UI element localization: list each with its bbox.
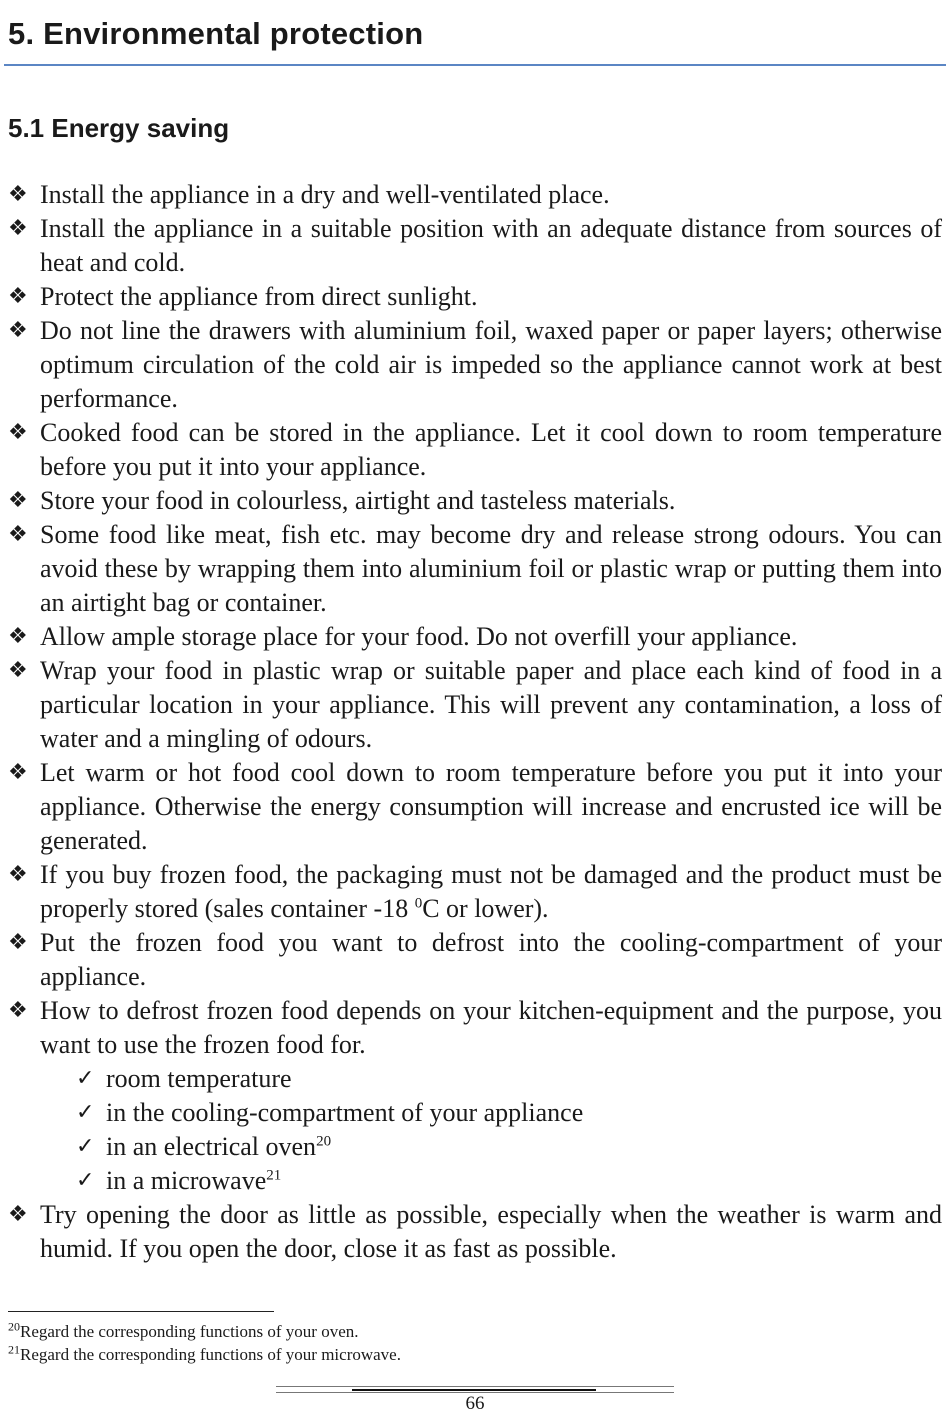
check-list-item: [0, 1062, 942, 1096]
list-item-text: Install the appliance in a dry and well-ventilated place.: [40, 180, 610, 209]
check-list-item: [0, 1096, 942, 1130]
list-item-text: Allow ample storage place for your food. Do not overfill your appliance.: [40, 622, 798, 651]
diamond-bullet-icon: ❖: [8, 488, 28, 513]
list-item-text: Protect the appliance from direct sunlight.: [40, 282, 478, 311]
list-item: [0, 994, 942, 1062]
footnote-ref[interactable]: 21: [266, 1167, 282, 1184]
list-item: [0, 484, 942, 518]
diamond-bullet-icon: ❖: [8, 318, 28, 343]
diamond-bullet-icon: ❖: [8, 182, 28, 207]
list-item: [0, 280, 942, 314]
footnote-text: Regard the corresponding functions of your oven.: [20, 1322, 359, 1341]
list-item: [0, 518, 942, 620]
diamond-bullet-icon: ❖: [8, 862, 28, 887]
diamond-bullet-icon: ❖: [8, 1202, 28, 1227]
diamond-bullet-icon: ❖: [8, 624, 28, 649]
list-item-text: Try opening the door as little as possible, especially when the weather is warm and humid. If you open the door, close it as fast as possible.: [40, 1200, 942, 1263]
list-item-text: How to defrost frozen food depends on your kitchen-equipment and the purpose, you want to use the frozen food for.: [40, 996, 942, 1059]
list-item: [0, 926, 942, 994]
footnotes: [8, 1320, 401, 1366]
list-item-text: Do not line the drawers with aluminium foil, waxed paper or paper layers; otherwise optimum circulation of the cold air is impeded so the appliance cannot work at best performance.: [40, 316, 942, 413]
checkmark-icon: ✓: [76, 1168, 95, 1193]
list-item: [0, 314, 942, 416]
footnote: [8, 1320, 401, 1343]
footnote: [8, 1343, 401, 1366]
list-item-text: Wrap your food in plastic wrap or suitable paper and place each kind of food in a particular location in your appliance. This will prevent any contamination, a loss of water and a mingling of odours.: [40, 656, 942, 753]
diamond-bullet-icon: ❖: [8, 760, 28, 785]
diamond-bullet-icon: ❖: [8, 998, 28, 1023]
check-item-text: in the cooling-compartment of your appliance: [106, 1098, 584, 1127]
list-item: [0, 858, 942, 926]
check-list-item: [0, 1130, 942, 1164]
list-item: [0, 654, 942, 756]
footnote-text: Regard the corresponding functions of your microwave.: [20, 1345, 401, 1364]
list-item-text: Install the appliance in a suitable position with an adequate distance from sources of heat and cold.: [40, 214, 942, 277]
energy-saving-list: [0, 178, 942, 1266]
footnote-ref[interactable]: 20: [316, 1133, 332, 1150]
list-item-text: Put the frozen food you want to defrost into the cooling-compartment of your appliance.: [40, 928, 942, 991]
footnote-number: 21: [8, 1342, 20, 1357]
check-list-item: [0, 1164, 942, 1198]
footnote-number: 20: [8, 1319, 20, 1334]
list-item-text: Store your food in colourless, airtight and tasteless materials.: [40, 486, 676, 515]
diamond-bullet-icon: ❖: [8, 420, 28, 445]
list-item-text: If you buy frozen food, the packaging must not be damaged and the product must be properly stored (sales container -18: [40, 860, 942, 923]
footer-divider: [276, 1386, 674, 1387]
check-item-text: in an electrical oven: [106, 1132, 317, 1161]
list-item-text: Cooked food can be stored in the appliance. Let it cool down to room temperature before you put it into your appliance.: [40, 418, 942, 481]
footer-divider: [352, 1389, 596, 1391]
checkmark-icon: ✓: [76, 1134, 95, 1159]
check-item-text: room temperature: [106, 1064, 292, 1093]
footnote-divider: [8, 1311, 274, 1312]
diamond-bullet-icon: ❖: [8, 930, 28, 955]
check-item-text: in a microwave: [106, 1166, 267, 1195]
section-title: 5.1 Energy saving: [8, 113, 230, 143]
list-item: [0, 416, 942, 484]
degree-superscript: 0: [414, 895, 423, 912]
list-item: [0, 756, 942, 858]
diamond-bullet-icon: ❖: [8, 216, 28, 241]
diamond-bullet-icon: ❖: [8, 284, 28, 309]
page-title: 5. Environmental protection: [8, 16, 424, 51]
checkmark-icon: ✓: [76, 1100, 95, 1125]
diamond-bullet-icon: ❖: [8, 522, 28, 547]
title-divider: [4, 64, 946, 66]
list-item: [0, 1198, 942, 1266]
list-item-text: Let warm or hot food cool down to room temperature before you put it into your appliance. Otherwise the energy consumption will increase and encrusted ice will be generated.: [40, 758, 942, 855]
list-item-text: Some food like meat, fish etc. may become dry and release strong odours. You can avoid these by wrapping them into aluminium foil or plastic wrap or putting them into an airtight bag or container.: [40, 520, 942, 617]
list-item: [0, 620, 942, 654]
diamond-bullet-icon: ❖: [8, 658, 28, 683]
list-item: [0, 178, 942, 212]
list-item-text: C or lower).: [422, 894, 549, 923]
page-number: 66: [465, 1393, 485, 1414]
list-item: [0, 212, 942, 280]
checkmark-icon: ✓: [76, 1066, 95, 1091]
